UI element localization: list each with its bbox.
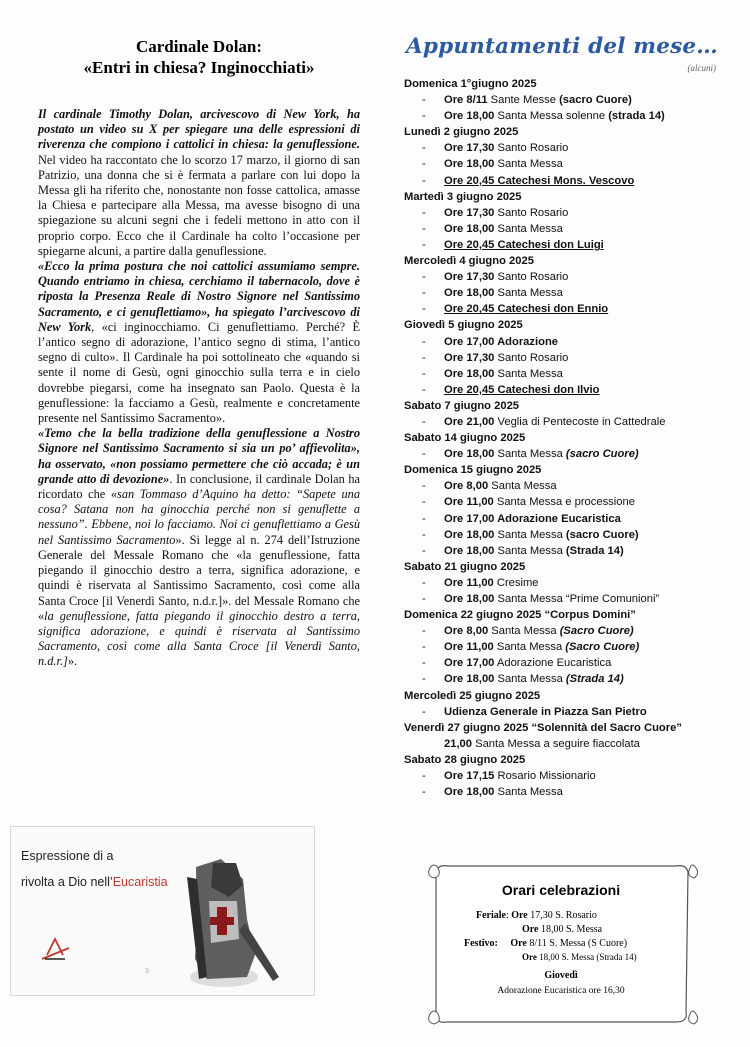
event-time: Udienza Generale in Piazza San Pietro — [444, 705, 647, 718]
bullet-dash-icon: - — [422, 222, 426, 235]
event-description: Santo Rosario — [494, 142, 569, 155]
event-location: (sacro Cuore) — [565, 448, 639, 461]
event-location: (strada 14) — [608, 110, 665, 123]
bullet-dash-icon: - — [422, 383, 426, 396]
article-paragraph-3 — [38, 426, 360, 669]
bullet-dash-icon: - — [422, 287, 426, 300]
bullet-dash-icon: - — [422, 303, 426, 316]
schedule-day: Mercoledì 25 giugno 2025 — [404, 689, 541, 702]
event-description: Adorazione Eucaristica — [494, 657, 612, 670]
event-time: Ore 18,00 — [444, 222, 495, 235]
event-description: Santa Messa — [494, 287, 563, 300]
event-time: Ore 8,00 — [444, 480, 489, 493]
schedule-day: Giovedì 5 giugno 2025 — [404, 319, 523, 332]
event-time: Ore 18,00 — [444, 528, 495, 541]
event-time: Ore 20,45 — [444, 383, 495, 396]
event-time: Ore 18,00 — [444, 287, 495, 300]
event-description: Santa Messa — [494, 222, 563, 235]
bullet-dash-icon: - — [422, 641, 426, 654]
event-description: Cresime — [493, 576, 539, 589]
bullet-dash-icon: - — [422, 351, 426, 364]
feriale-2-time: Ore — [522, 924, 539, 935]
schedule-day: Martedì 3 giugno 2025 — [404, 190, 522, 203]
event-description: Sante Messe — [487, 94, 560, 107]
article-paragraph-1 — [38, 107, 360, 259]
schedule-title: Appuntamenti del mese… — [406, 34, 718, 59]
paragraph-1-lead: Il cardinale Timothy Dolan, arcivescovo di New York, ha postato un video su X per spiegare una delle espressioni di riverenza che compiono i cattolici in chiesa: la genuflessione. — [38, 107, 360, 152]
schedule-day: Venerdì 27 giugno 2025 “Solennità del Sacro Cuore” — [404, 721, 682, 734]
event-time: Ore 17,30 — [444, 351, 495, 364]
schedule-day: Domenica 22 giugno 2025 “Corpus Domini” — [404, 609, 636, 622]
event-description: Santa Messa “Prime Comunioni” — [494, 593, 660, 605]
event-time: Ore 18,00 — [444, 786, 495, 799]
feriale-row-1: Feriale: Ore 17,30 S. Rosario — [476, 910, 597, 921]
festivo-1-text: 8/11 S. Messa (S Cuore) — [526, 938, 628, 949]
event-time: Ore 17,30 — [444, 271, 495, 284]
paragraph-2-text: , «ci inginocchiamo. Ci genuflettiamo. Perché? È l’antico segno di adorazione, l’antico segno di stima, l’antico segno di culto». Il Cardinale ha poi sottolineato che «quando si sente il nome di Gesù, ogni ginocchio sulla terra e in cielo dovrebbe piegarsi, come ha insegnato san Paolo. Questa è la genuflessione: la facciamo a Gesù, realmente e concretamente presente nel Santissimo Sacramento». — [38, 319, 361, 426]
schedule-day: Domenica 1°giugno 2025 — [404, 78, 537, 90]
bullet-dash-icon: - — [422, 94, 426, 107]
event-description: Santa Messa — [494, 673, 566, 686]
bullet-dash-icon: - — [422, 480, 426, 493]
bullet-dash-icon: - — [422, 512, 426, 525]
event-time: Ore 11,00 — [444, 496, 494, 509]
bullet-dash-icon: - — [422, 786, 426, 799]
schedule-subtitle: (alcuni) — [687, 63, 716, 73]
event-description: Santa Messa — [494, 786, 563, 799]
article-title-line2: «Entri in chiesa? Inginocchiati» — [83, 58, 315, 77]
giovedi-text: Adorazione Eucaristica ore 16,30 — [497, 986, 625, 996]
festivo-2-time: Ore — [522, 952, 537, 962]
paragraph-2-lead: «Ecco la prima postura che noi cattolici assumiamo sempre. Quando entriamo in chiesa, cerchiamo il tabernacolo, dove è riposta la Presenza Reale di Nostro Signore nel Santissimo Sacramento, e ci genuflettiamo», ha spiegato l’arcivescovo di New York — [38, 259, 360, 334]
event-location: (Strada 14) — [565, 544, 624, 557]
event-description: Santa Messa — [494, 544, 566, 557]
event-location: (sacro Cuore) — [559, 94, 632, 107]
schedule-day: Lunedì 2 giugno 2025 — [404, 126, 519, 139]
feriale-row-2 — [522, 924, 602, 935]
schedule-day: Sabato 21 giugno 2025 — [404, 560, 526, 573]
event-description: Santa Messa — [494, 448, 566, 461]
event-time: Ore 17,00 — [444, 512, 495, 525]
event-description: Veglia di Pentecoste in Cattedrale — [494, 415, 666, 428]
bullet-dash-icon: - — [422, 576, 426, 589]
paragraph-1-text: Nel video ha raccontato che lo scorzo 17 marzo, il giorno di san Patrizio, una donna che si è fermata a parlare con lui dopo la Messa gli ha riferito che, nonostante non fosse cattolica, amasse la Chiesa e partecipare alla Messa, ma avesse bisogno di una spiegazione su alcuni segni che i fedeli mettono in atto con il proprio corpo. Ecco che il Cardinale ha colto l’occasione per spiegarne alcuni, a partire dalla genuflessione. — [38, 152, 360, 258]
image-caption-line1: Espressione di a — [21, 849, 114, 863]
article-paragraph-2 — [38, 259, 360, 426]
event-description: Catechesi don Luigi — [494, 238, 604, 251]
event-time: Ore 17,15 — [444, 770, 495, 783]
feriale-2-text: 18,00 S. Messa — [538, 924, 603, 935]
event-description: Adorazione — [494, 335, 558, 348]
event-description: Santo Rosario — [494, 206, 569, 219]
event-time: Ore 17,00 — [444, 657, 495, 670]
bullet-dash-icon: - — [422, 206, 426, 219]
event-time: 21,00 — [444, 737, 472, 750]
image-caption-line2-highlight: Eucaristia — [112, 875, 168, 889]
event-time: Ore 20,45 — [444, 174, 495, 187]
image-caption-line2-text: rivolta a Dio nell’ — [21, 875, 113, 889]
schedule-day: Sabato 14 giugno 2025 — [404, 432, 526, 445]
bullet-dash-icon: - — [422, 158, 426, 171]
bullet-dash-icon: - — [422, 705, 426, 718]
bullet-dash-icon: - — [422, 544, 426, 557]
orari-scroll — [424, 862, 698, 1027]
festivo-label: Festivo: — [464, 938, 498, 949]
feriale-1-time: Ore — [511, 910, 528, 921]
event-time: Ore 20,45 — [444, 303, 495, 316]
event-description: Santa Messa — [494, 158, 563, 171]
festivo-row-2 — [522, 952, 637, 962]
paragraph-3-lead: «Temo che la bella tradizione della genuflessione a Nostro Signore nel Santissimo Sacramento si sia un po’ affievolita», ha osservato, «non possiamo permettere che ciò accada; è un grande atto di devozione» — [38, 426, 360, 486]
event-description: Santo Rosario — [494, 271, 569, 284]
event-time: Ore 18,00 — [444, 158, 495, 171]
schedule-day: Sabato 7 giugno 2025 — [404, 399, 520, 412]
bullet-dash-icon: - — [422, 271, 426, 284]
orari-column — [398, 0, 720, 1047]
feriale-1-text: 17,30 S. Rosario — [527, 910, 597, 921]
event-time: Ore 18,00 — [444, 544, 495, 557]
article-column — [38, 0, 360, 670]
event-description: Santa Messa — [494, 367, 563, 380]
event-time: Ore 8/11 — [444, 94, 488, 107]
event-location: (sacro Cuore) — [565, 528, 639, 541]
festivo-row-1 — [464, 938, 627, 949]
schedule-day: Mercoledì 4 giugno 2025 — [404, 255, 534, 268]
event-time: Ore 21,00 — [444, 415, 495, 428]
event-time: Ore 17,00 — [444, 335, 495, 348]
paragraph-3-close: ». — [67, 654, 78, 669]
eucharist-image — [10, 826, 315, 996]
article-body — [38, 107, 360, 670]
svg-text:3: 3 — [145, 968, 149, 975]
bullet-dash-icon: - — [422, 415, 426, 428]
event-description: Santa Messa — [494, 528, 566, 541]
event-description: Catechesi Mons. Vescovo — [494, 174, 635, 187]
bullet-dash-icon: - — [422, 496, 426, 509]
event-time: Ore 17,30 — [444, 142, 495, 155]
event-description: Santa Messa e processione — [493, 496, 635, 509]
paragraph-3-quote: san Tommaso d’Aquino ha detto: “Sapete una cosa? Satana non ha ginocchia perché non si genuflette a nessuno”. Ebbene, noi lo facciamo. Noi ci genuflettiamo a Gesù nel Santissimo Sacramento — [38, 487, 360, 547]
orari-title: Orari celebrazioni — [501, 882, 621, 898]
bullet-dash-icon: - — [422, 142, 426, 155]
event-description: Rosario Missionario — [494, 770, 596, 783]
bullet-dash-icon: - — [422, 110, 426, 123]
event-time: Ore 17,30 — [444, 206, 495, 219]
event-location: (Strada 14) — [565, 673, 624, 686]
event-time: Ore 18,00 — [444, 593, 495, 605]
event-description: Catechesi don Ilvio — [494, 383, 600, 396]
event-description: Santa Messa solenne — [494, 110, 609, 123]
bullet-dash-icon: - — [422, 174, 426, 187]
event-time: Ore 11,00 — [444, 641, 494, 654]
paragraph-3-quote-2: la genuflessione, fatta piegando il ginocchio destro a terra, significa adorazione, e quindi è riservata al Santissimo Sacramento, così come alla Santa Croce [il Venerdì Santo, n.d.r.] — [38, 608, 360, 669]
schedule-day: Sabato 28 giugno 2025 — [404, 753, 526, 766]
event-time: Ore 8,00 — [444, 625, 489, 638]
bullet-dash-icon: - — [422, 367, 426, 380]
event-time: Ore 18,00 — [444, 448, 495, 461]
event-time: Ore 18,00 — [444, 367, 495, 380]
paragraph-3-text: . In conclusione, il cardinale Dolan ha ricordato che « — [38, 471, 360, 502]
event-time: Ore 11,00 — [444, 576, 494, 589]
giovedi-label: Giovedì — [544, 970, 578, 981]
event-description: Santa Messa — [488, 480, 557, 493]
bullet-dash-icon: - — [422, 335, 426, 348]
event-time: Ore 20,45 — [444, 238, 495, 251]
event-location: (Sacro Cuore) — [559, 625, 634, 638]
festivo-2-text: 18,00 S. Messa (Strada 14) — [536, 952, 637, 962]
paragraph-3-text-2: ». Si legge al n. 274 dell’Istruzione Generale del Messale Romano che «la genuflessione, fatta piegando il ginocchio destro a terra, significa adorazione, e quindi è riservata al Santissimo Sacramento, così come alla Santa Croce [il Venerdì Santo, n.d.r.]». del Messale Romano che « — [38, 532, 360, 623]
event-description: Santo Rosario — [494, 351, 569, 364]
event-description: Santa Messa — [488, 625, 560, 638]
image-caption-line2 — [21, 875, 168, 889]
bullet-dash-icon: - — [422, 673, 426, 686]
article-title-line1: Cardinale Dolan: — [135, 37, 263, 56]
feriale-label: Feriale — [476, 910, 506, 921]
bullet-dash-icon: - — [422, 593, 426, 605]
article-title — [38, 36, 360, 78]
event-description: Catechesi don Ennio — [494, 303, 609, 316]
schedule-day: Domenica 15 giugno 2025 — [404, 464, 542, 477]
event-time: Ore 18,00 — [444, 673, 495, 686]
event-description: Santa Messa a seguire fiaccolata — [472, 737, 640, 750]
event-time: Ore 18,00 — [444, 110, 495, 123]
bullet-dash-icon: - — [422, 625, 426, 638]
bullet-dash-icon: - — [422, 448, 426, 461]
event-description: Adorazione Eucaristica — [494, 512, 621, 525]
bullet-dash-icon: - — [422, 238, 426, 251]
event-description: Santa Messa — [493, 641, 566, 654]
event-location: (Sacro Cuore) — [565, 641, 640, 654]
festivo-1-time: Ore — [510, 938, 527, 949]
bullet-dash-icon: - — [422, 528, 426, 541]
bullet-dash-icon: - — [422, 657, 426, 670]
bullet-dash-icon: - — [422, 770, 426, 783]
